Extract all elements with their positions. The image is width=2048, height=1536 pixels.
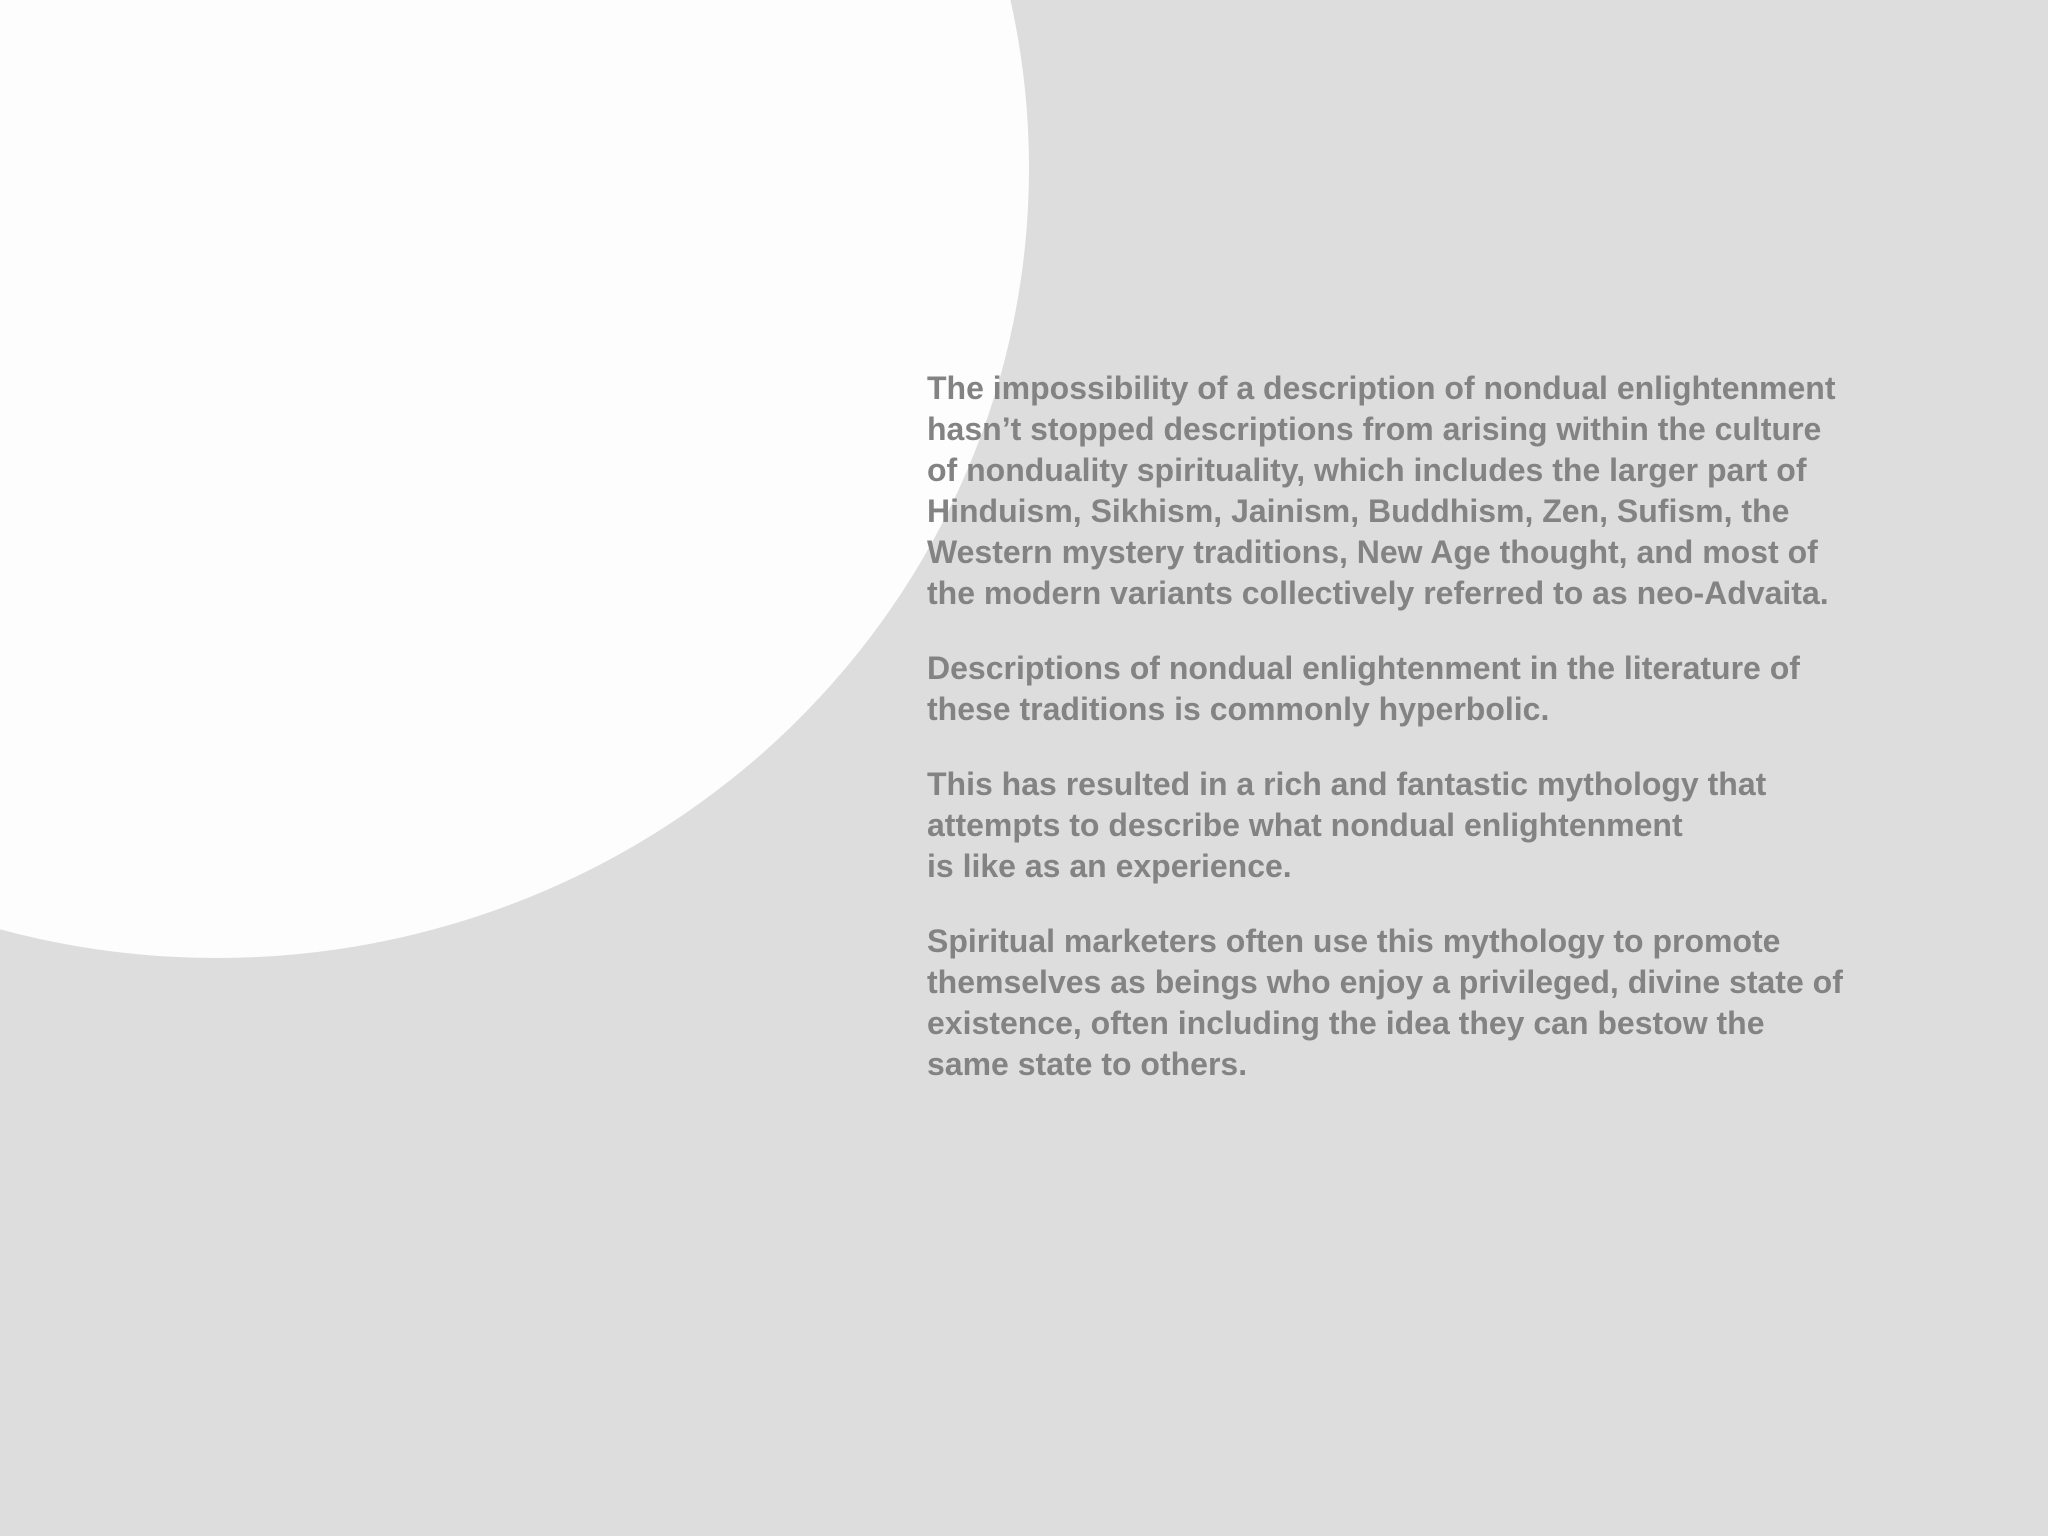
text-line: themselves as beings who enjoy a privileged, divine state of: [927, 964, 1843, 1000]
text-line: Descriptions of nondual enlightenment in the literature of: [927, 650, 1800, 686]
text-line: existence, often including the idea they can bestow the: [927, 1005, 1765, 1041]
text-line: the modern variants collectively referred to as neo-Advaita.: [927, 575, 1829, 611]
paragraph-1: [927, 368, 1937, 614]
text-line: Western mystery traditions, New Age thought, and most of: [927, 534, 1818, 570]
text-line: This has resulted in a rich and fantastic mythology that: [927, 766, 1767, 802]
text-line: hasn’t stopped descriptions from arising within the culture: [927, 411, 1822, 447]
decorative-circle: [0, 0, 1029, 958]
text-line: Spiritual marketers often use this mythology to promote: [927, 923, 1781, 959]
text-line: attempts to describe what nondual enlightenment: [927, 807, 1683, 843]
paragraph-4: [927, 921, 1937, 1085]
text-line: these traditions is commonly hyperbolic.: [927, 691, 1550, 727]
paragraph-2: [927, 648, 1937, 730]
text-line: The impossibility of a description of nondual enlightenment: [927, 370, 1836, 406]
paragraph-3: [927, 764, 1937, 887]
text-line: Hinduism, Sikhism, Jainism, Buddhism, Zen, Sufism, the: [927, 493, 1790, 529]
text-line: of nonduality spirituality, which includes the larger part of: [927, 452, 1807, 488]
text-line: same state to others.: [927, 1046, 1248, 1082]
body-text: [927, 368, 1937, 1119]
text-line: is like as an experience.: [927, 848, 1292, 884]
